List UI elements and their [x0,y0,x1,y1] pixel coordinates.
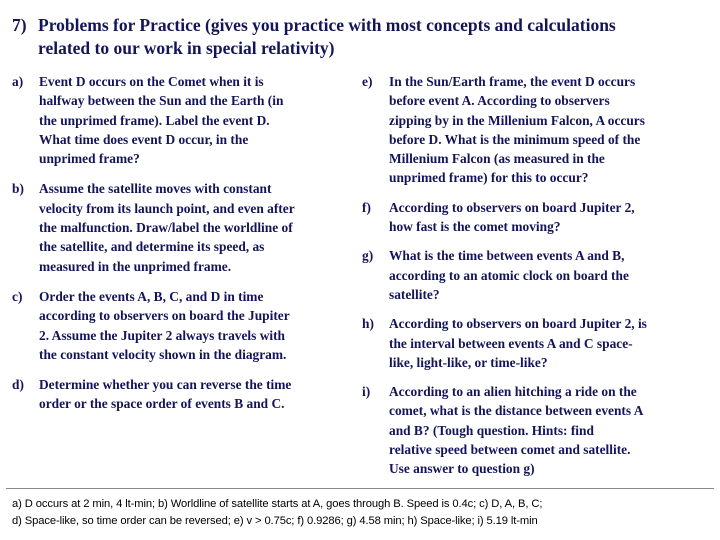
problem-label: b) [12,181,24,197]
problem-label: i) [362,384,371,400]
problem-text-line: unprimed frame) for this to occur? [389,170,589,186]
problem-e [362,72,708,188]
problem-text-line: What time does event D occur, in the [39,131,249,147]
problem-text-line: the interval between events A and C space- [389,335,633,351]
problem-text-line: Order the events A, B, C, and D in time [39,288,264,304]
answer-key-line-1: a) D occurs at 2 min, 4 lt-min; b) Worldline of satellite starts at A, goes through B. Speed is 0.4c; c) D, A, B, C; [12,498,543,510]
problem-text-line: according to an atomic clock on board the [389,267,629,283]
problem-i [362,382,708,478]
problem-text-line: the malfunction. Draw/label the worldline of [39,220,293,236]
problem-d [12,375,352,414]
problem-text-line: According to observers on board Jupiter 2, is [389,316,647,332]
problem-b [12,179,352,275]
problem-label: f) [362,199,371,215]
problem-text-line: according to observers on board the Jupiter [39,308,290,324]
problem-g [362,246,708,304]
problem-text-line: measured in the unprimed frame. [39,258,232,274]
problem-text-line: Use answer to question g) [389,461,535,477]
problem-number: 7) [12,15,27,35]
problem-text-line: before event A. According to observers [389,93,610,109]
problem-label: c) [12,288,23,304]
problem-label: e) [362,74,373,89]
problem-c [12,287,352,364]
left-column [12,72,352,414]
title-line-2: related to our work in special relativity) [38,38,335,58]
problem-text-line: unprimed frame? [39,151,140,167]
problem-text-line: before D. What is the minimum speed of the [389,131,641,147]
problem-text-line: relative speed between comet and satellite. [389,442,631,458]
problem-title [12,14,712,60]
answer-key [12,496,712,530]
problem-text-line: According to observers on board Jupiter 2, [389,199,635,215]
problem-text-line: the constant velocity shown in the diagram. [39,346,287,362]
problem-text-line: the unprimed frame). Label the event D. [39,112,270,128]
problem-text-line: velocity from its launch point, and even after [39,200,295,216]
problem-text-line: Millenium Falcon (as measured in the [389,151,605,167]
problem-text-line: and B? (Tough question. Hints: find [389,422,594,438]
problem-text-line: Determine whether you can reverse the time [39,377,292,393]
problem-text-line: According to an alien hitching a ride on the [389,384,637,400]
problem-a [12,72,352,168]
answer-key-line-2: d) Space-like, so time order can be reversed; e) v > 0.75c; f) 0.9286; g) 4.58 min; h) Space-like; i) 5.19 lt-min [12,515,538,527]
problem-text-line: zipping by in the Millenium Falcon, A occurs [389,112,645,128]
title-line-1: Problems for Practice (gives you practice with most concepts and calculations [38,15,616,35]
problem-label: a) [12,74,24,89]
answers-divider [6,488,714,489]
problem-text-line: the satellite, and determine its speed, as [39,239,265,255]
problem-text-line: like, light-like, or time-like? [389,354,548,370]
problem-text-line: In the Sun/Earth frame, the event D occurs [389,74,636,89]
problem-text-line: halfway between the Sun and the Earth (in [39,93,284,109]
problem-h [362,314,708,372]
problem-label: g) [362,248,374,264]
problem-text-line: Assume the satellite moves with constant [39,181,272,197]
problem-label: h) [362,316,374,332]
problem-text-line: What is the time between events A and B, [389,248,625,264]
problem-text-line: 2. Assume the Jupiter 2 always travels with [39,327,285,343]
problem-text-line: satellite? [389,286,440,302]
problem-text-line: comet, what is the distance between events A [389,403,644,419]
problem-text-line: order or the space order of events B and C. [39,396,285,412]
problem-text-line: Event D occurs on the Comet when it is [39,74,264,89]
right-column [362,72,708,479]
problem-text-line: how fast is the comet moving? [389,219,561,235]
problem-f [362,198,708,237]
problem-label: d) [12,377,24,393]
